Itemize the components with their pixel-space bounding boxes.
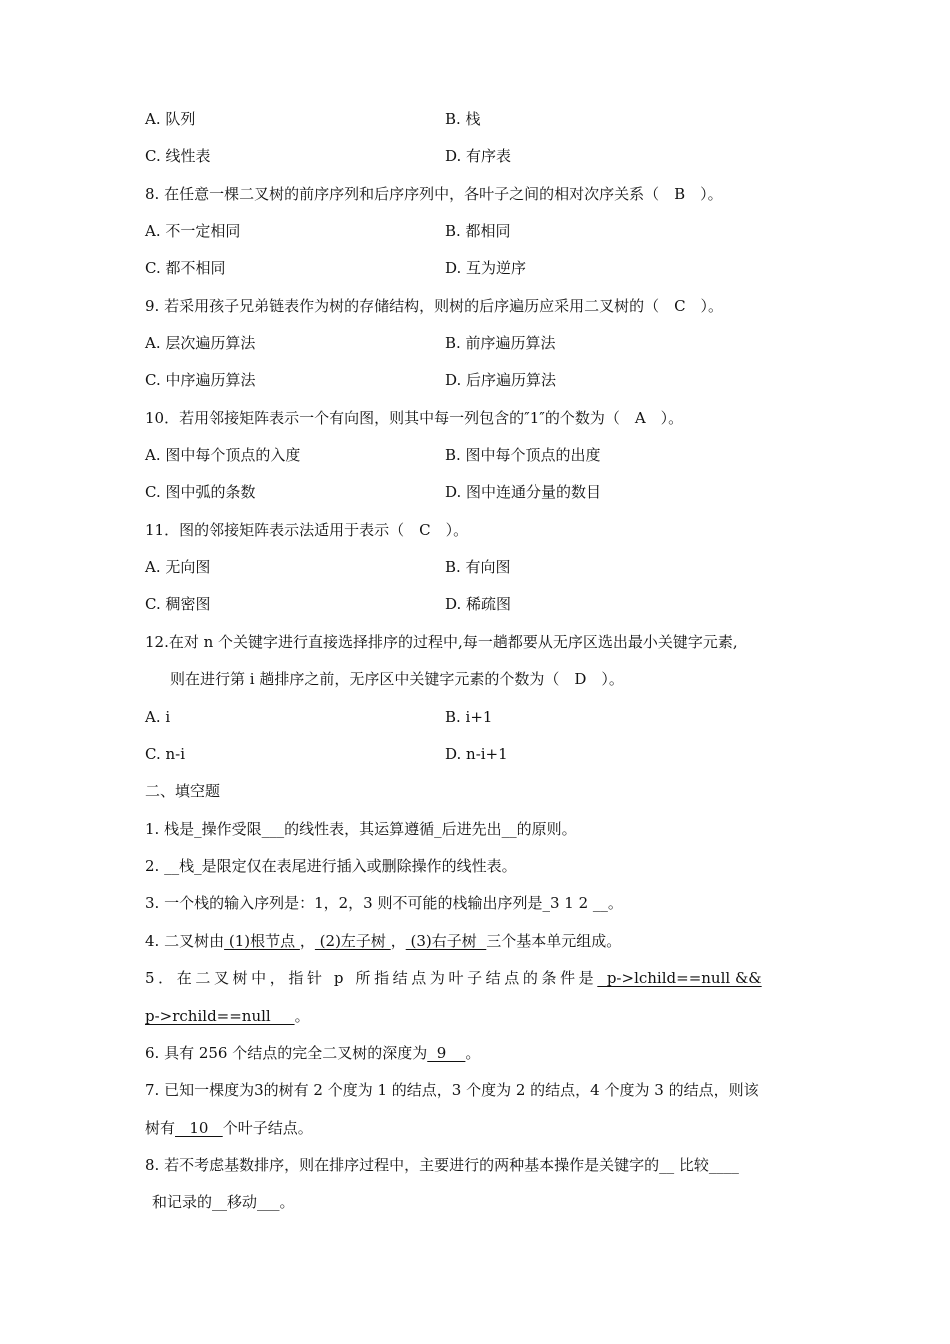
question-11-option-b: B. 有向图 [445,558,511,576]
question-8-option-a: A. 不一定相同 [145,222,241,240]
option-d: D. 有序表 [445,147,512,165]
fill-6-text: 。 [465,1044,481,1062]
fill-4-text: 三个基本单元组成。 [486,932,622,950]
fill-4-answer-2: (2)左子树 [314,932,391,950]
fill-4-answer-1: (1)根节点 [224,932,300,950]
fill-7-answer: 10 [175,1119,223,1137]
question-12-option-c: C. n-i [145,745,186,763]
fill-1-answer: 操作受限___ [201,820,285,838]
fill-2-answer: 栈_ [179,857,202,875]
fill-4-answer-3: (3)右子树 [405,932,487,950]
question-10-option-a: A. 图中每个顶点的入度 [145,446,301,464]
question-9-option-d: D. 后序遍历算法 [445,371,557,389]
question-8-option-d: D. 互为逆序 [445,259,527,277]
fill-5-line-2 [145,1005,310,1027]
fill-7-line-2 [145,1117,313,1139]
fill-5-text: 5．在二叉树中，指针 p 所指结点为叶子结点的条件是 [145,969,598,987]
fill-5-answer: p->rchild==null [145,1007,295,1025]
question-11-option-d: D. 稀疏图 [445,595,512,613]
fill-6-text: 6. 具有 256 个结点的完全二叉树的深度为 [145,1044,428,1062]
question-12-stem-line-2: 则在进行第 i 趟排序之前，无序区中关键字元素的个数为（ D ）。 [170,670,624,688]
fill-1-text: 的线性表，其运算遵循_ [284,820,442,838]
option-a: A. 队列 [145,110,196,128]
fill-8-line-1: 8. 若不考虑基数排序，则在排序过程中，主要进行的两种基本操作是关键字的__ 比较____ [145,1156,739,1174]
question-12-option-b: B. i+1 [445,708,493,726]
question-10-option-b: B. 图中每个顶点的出度 [445,446,601,464]
fill-2-text: 是限定仅在表尾进行插入或删除操作的线性表。 [201,857,517,875]
question-9-option-a: A. 层次遍历算法 [145,334,256,352]
fill-2-text: 2. __ [145,857,180,875]
fill-5-text: 。 [294,1007,310,1025]
option-b: B. 栈 [445,110,481,128]
fill-1-text: 的原则。 [516,820,577,838]
option-c: C. 线性表 [145,147,211,165]
question-8-stem: 8. 在任意一棵二叉树的前序序列和后序序列中，各叶子之间的相对次序关系（ B ）。 [145,185,723,203]
fill-7-text: 树有 [145,1119,176,1137]
fill-1-text: 1. 栈是_ [145,820,202,838]
fill-5-line-1 [145,967,762,989]
fill-4-text: ， [390,932,406,950]
fill-3-answer: 3 1 2 __ [549,894,608,912]
question-9-stem: 9. 若采用孩子兄弟链表作为树的存储结构，则树的后序遍历应采用二叉树的（ C ）。 [145,297,724,315]
question-12-option-d: D. n-i+1 [445,745,508,763]
question-10-option-d: D. 图中连通分量的数目 [445,483,602,501]
fill-3 [145,892,623,914]
fill-3-text: 3. 一个栈的输入序列是：1，2，3 则不可能的栈输出序列是_ [145,894,550,912]
fill-7-line-1: 7. 已知一棵度为3的树有 2 个度为 1 的结点，3 个度为 2 的结点，4 个度为 3 的结点，则该 [145,1081,759,1099]
question-10-stem: 10．若用邻接矩阵表示一个有向图，则其中每一列包含的″1″的个数为（ A ）。 [145,409,684,427]
question-10-option-c: C. 图中弧的条数 [145,483,256,501]
fill-6-answer: 9 [427,1044,466,1062]
question-12-option-a: A. i [145,708,171,726]
question-9-option-b: B. 前序遍历算法 [445,334,556,352]
fill-7-text: 个叶子结点。 [222,1119,313,1137]
question-8-option-c: C. 都不相同 [145,259,226,277]
fill-1 [145,818,577,840]
question-11-option-c: C. 稠密图 [145,595,211,613]
fill-3-text: 。 [607,894,623,912]
fill-6 [145,1042,480,1064]
fill-4-text: ， [299,932,315,950]
question-11-option-a: A. 无向图 [145,558,211,576]
question-9-option-c: C. 中序遍历算法 [145,371,256,389]
section-title: 二、填空题 [145,782,221,800]
fill-4 [145,930,621,952]
fill-5-answer: p->lchild==null && [597,969,762,987]
fill-1-answer: 后进先出__ [441,820,517,838]
question-11-stem: 11．图的邻接矩阵表示法适用于表示（ C ）。 [145,521,469,539]
fill-2 [145,855,517,877]
fill-4-text: 4. 二叉树由 [145,932,225,950]
fill-8-line-2: 和记录的__移动___。 [152,1193,295,1211]
question-12-stem-line-1: 12.在对 n 个关键字进行直接选择排序的过程中,每一趟都要从无序区选出最小关键字元素, [145,633,738,651]
question-8-option-b: B. 都相同 [445,222,511,240]
